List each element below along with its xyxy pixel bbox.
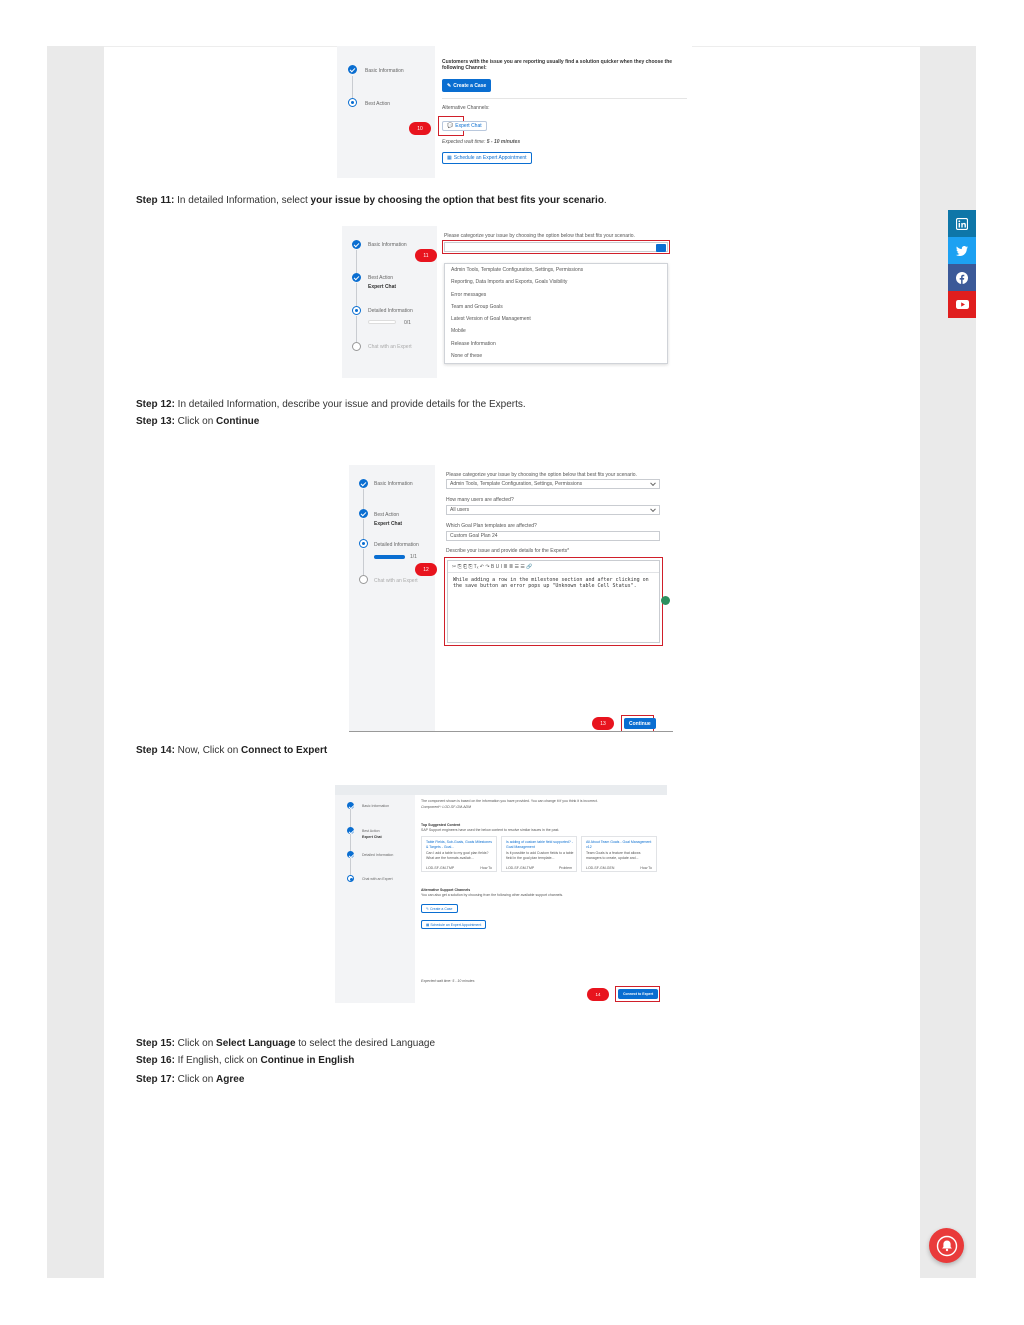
card-title[interactable]: Is adding of custom table field supported? - Goal Management: [506, 840, 573, 849]
alt-support-subtitle: You can also get a solution by choosing from the following other available support channels.: [421, 893, 564, 897]
radio-selected-icon: [352, 306, 361, 315]
check-icon: [352, 240, 361, 249]
wait-time: Expected wait time: 5 - 10 minutes: [442, 139, 521, 145]
left-gutter: [47, 46, 104, 1278]
card-description: Team Goals is a feature that allows managers to create, update and...: [586, 851, 641, 860]
radio-selected-icon: [347, 875, 354, 882]
component-note: The component shown is based on the information you have provided. You can change it if you think it is incorrect.: [421, 799, 598, 803]
step-connector: [350, 809, 351, 827]
step-sublabel: Expert Chat: [368, 284, 397, 290]
step-connector: [363, 519, 364, 539]
goal-plan-input[interactable]: Custom Goal Plan 24: [446, 531, 660, 541]
step-connector: [350, 858, 351, 875]
progress-bar: [374, 555, 405, 559]
screenshot-best-action: [337, 46, 692, 178]
progress-bar: [368, 320, 396, 324]
step-number-badge: 10: [409, 122, 431, 135]
step-connector: [356, 316, 357, 342]
card-type: How To: [480, 866, 492, 870]
edit-icon: ✎: [426, 906, 429, 911]
step-label: Best Action: [362, 829, 380, 833]
screenshot-describe-issue: [349, 465, 673, 732]
card-tag: LOD-SF-GM-TMP: [426, 866, 455, 870]
create-case-button[interactable]: [421, 904, 458, 913]
calendar-icon: ▦: [447, 155, 452, 161]
wait-time: Expected wait time: 5 - 10 minutes: [421, 979, 475, 983]
step-label: Detailed Information: [368, 308, 413, 314]
check-icon: [347, 851, 354, 858]
twitter-icon[interactable]: [948, 237, 976, 264]
step-13: Step 13: Click on Continue: [136, 416, 260, 427]
calendar-icon: ▦: [426, 922, 430, 927]
schedule-appointment-button[interactable]: [421, 920, 486, 929]
step-17: Step 17: Click on Agree: [136, 1074, 245, 1085]
radio-selected-icon: [359, 539, 368, 548]
facebook-icon[interactable]: [948, 264, 976, 291]
category-select[interactable]: [444, 242, 668, 252]
step-label: Best Action: [368, 275, 394, 281]
card-description: Is it possible to add Custom fields to a table field in the goal plan template...: [506, 851, 574, 860]
card-description: Can I add a table to my goal plan fields? What are the formats availab...: [426, 851, 489, 860]
step-number-badge: 13: [592, 717, 614, 730]
step-sublabel: Expert Chat: [362, 835, 382, 839]
top-content-title: Top Suggested Content: [421, 823, 461, 827]
step-16: Step 16: If English, click on Continue in English: [136, 1055, 355, 1066]
channel-headline: Customers with the issue you are reporting usually find a solution quicker when they choose the following Channel:: [442, 59, 673, 71]
step-11: Step 11: In detailed Information, select your issue by choosing the option that best fits your scenario.: [136, 195, 607, 206]
check-icon: [347, 802, 354, 809]
screenshot-sidebar: [349, 465, 435, 731]
create-case-label: Create a Case: [453, 82, 487, 89]
card-title[interactable]: All About Team Goals - Goal Management v12: [586, 840, 652, 849]
issue-text[interactable]: While adding a row in the milestone section and after clicking on the save button an error pops up "Unknown table Cell Status".: [453, 577, 649, 589]
users-select[interactable]: All users: [446, 505, 660, 515]
schedule-appointment-button[interactable]: [442, 152, 532, 164]
connect-to-expert-button[interactable]: Connect to Expert: [618, 989, 658, 999]
continue-button[interactable]: Continue: [624, 718, 656, 729]
linkedin-icon[interactable]: [948, 210, 976, 237]
step-label: Basic Information: [362, 804, 390, 808]
card-type: How To: [640, 866, 652, 870]
dropdown-option[interactable]: Error messages: [451, 291, 487, 298]
step-label: Chat with an Expert: [368, 344, 412, 350]
step-label: Basic Information: [374, 481, 413, 487]
step-connector: [350, 834, 351, 851]
question-label: Describe your issue and provide details for the Experts*: [446, 548, 570, 554]
radio-empty-icon: [359, 575, 368, 584]
step-label: Basic Information: [368, 242, 407, 248]
chat-icon: 💬: [447, 123, 454, 129]
expert-chat-label: Expert Chat: [455, 123, 482, 129]
check-icon: [347, 827, 354, 834]
grammar-icon: [661, 596, 670, 605]
dropdown-option[interactable]: Team and Group Goals: [451, 303, 503, 310]
step-label: Detailed Information: [374, 542, 419, 548]
suggested-content-card[interactable]: [581, 836, 657, 872]
radio-empty-icon: [352, 342, 361, 351]
divider: [442, 98, 687, 99]
step-sublabel: Expert Chat: [374, 521, 403, 527]
top-content-subtitle: SAP Support engineers have used the below content to resolve similar issues in the past.: [421, 828, 560, 832]
step-label: Chat with an Expert: [362, 877, 393, 881]
step-number-badge: 12: [415, 563, 437, 576]
card-tag: LOD-SF-GM-GEN: [586, 866, 615, 870]
step-label: Chat with an Expert: [374, 578, 418, 584]
notification-bell-icon[interactable]: [929, 1228, 964, 1263]
step-label: Detailed Information: [362, 853, 394, 857]
progress-count: 0/1: [404, 320, 411, 326]
category-select[interactable]: Admin Tools, Template Configuration, Settings, Permissions: [446, 479, 660, 489]
suggested-content-card[interactable]: [501, 836, 577, 872]
step-label: Basic Information: [365, 68, 404, 74]
editor-toolbar[interactable]: ✂ ⎘ ⎗ ⎘ Tₓ ↶ ↷ B U I ≣ ≣ ☰ ☰ 🔗: [448, 561, 659, 573]
dropdown-option[interactable]: Mobile: [451, 328, 466, 335]
step-connector: [363, 549, 364, 575]
issue-editor[interactable]: [447, 560, 660, 643]
step-connector: [356, 250, 357, 273]
screenshot-sidebar: [335, 795, 415, 1003]
card-tag: LOD-SF-GM-TMP: [506, 866, 535, 870]
step-label: Best Action: [365, 101, 391, 107]
dropdown-option[interactable]: Latest Version of Goal Management: [451, 316, 531, 323]
screenshot-header: [335, 785, 667, 795]
dropdown-option[interactable]: Release Information: [451, 340, 496, 347]
card-type: Problem: [558, 866, 572, 870]
step-connector: [363, 489, 364, 509]
card-title[interactable]: Table Fields, Sub-Goals, Goals Milestones & Targets - Goal...: [426, 840, 492, 849]
check-icon: [352, 273, 361, 282]
component-value[interactable]: Component*: LOD-SF-GM-ADM: [421, 805, 471, 809]
create-case-button[interactable]: [442, 79, 491, 92]
step-connector: [352, 76, 353, 98]
question-label: Which Goal Plan templates are affected?: [446, 523, 537, 529]
schedule-label: Schedule an Expert Appointment: [430, 922, 482, 927]
create-case-label: Create a Case: [429, 906, 453, 911]
edit-icon: ✎: [447, 82, 452, 89]
screenshot-detailed-information: [342, 226, 680, 378]
category-dropdown: [444, 263, 668, 364]
check-icon: [359, 509, 368, 518]
chevron-down-icon: [650, 480, 656, 486]
expert-chat-button[interactable]: [442, 121, 487, 131]
chevron-down-icon: [656, 244, 666, 252]
suggested-content-card[interactable]: [421, 836, 497, 872]
schedule-label: Schedule an Expert Appointment: [453, 155, 527, 161]
dropdown-option[interactable]: None of these: [451, 353, 483, 360]
step-number-badge: 14: [587, 988, 609, 1001]
step-label: Best Action: [374, 512, 400, 518]
step-12: Step 12: In detailed Information, describe your issue and provide details for the Experts.: [136, 399, 526, 410]
alt-support-title: Alternative Support Channels: [421, 888, 471, 892]
check-icon: [359, 479, 368, 488]
step-14: Step 14: Now, Click on Connect to Expert: [136, 745, 328, 756]
step-15: Step 15: Click on Select Language to select the desired Language: [136, 1038, 436, 1049]
radio-selected-icon: [348, 98, 357, 107]
screenshot-chat-with-expert: [335, 785, 667, 1003]
youtube-icon[interactable]: [948, 291, 976, 318]
category-prompt: Please categorize your issue by choosing the option below that best fits your scenario.: [444, 233, 635, 239]
progress-count: 1/1: [410, 554, 417, 560]
dropdown-option[interactable]: Reporting, Data Imports and Exports, Goals Visibility: [451, 279, 568, 286]
chevron-down-icon: [650, 506, 656, 512]
step-number-badge: 11: [415, 249, 437, 262]
check-icon: [348, 65, 357, 74]
dropdown-option[interactable]: Admin Tools, Template Configuration, Settings, Permissions: [451, 267, 584, 273]
alt-channels-label: Alternative Channels:: [442, 105, 490, 111]
step-connector: [356, 283, 357, 306]
question-label: How many users are affected?: [446, 497, 514, 503]
question-label: Please categorize your issue by choosing the option below that best fits your scenario.: [446, 472, 637, 478]
